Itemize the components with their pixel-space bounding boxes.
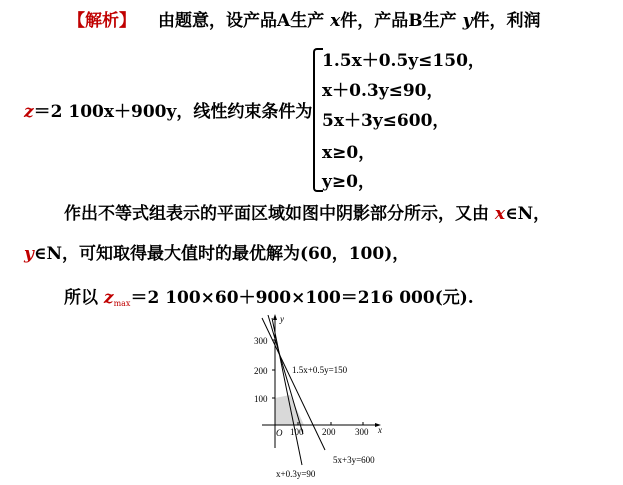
para4-sub-max: max (113, 299, 131, 308)
y-tick-label-100: 100 (254, 394, 268, 404)
para2-text: 作出不等式组表示的平面区域如图中阴影部分所示，又由 (64, 204, 489, 224)
analysis-tag: 【解析】 (68, 11, 136, 31)
origin-label: O (276, 428, 283, 438)
var-z: z (24, 102, 34, 122)
constraint-4: x≥0， (322, 143, 376, 163)
constraint-2: x＋0.3y≤90， (322, 81, 444, 101)
constraint-5: y≥0， (322, 172, 375, 192)
para3-var-y: y (24, 244, 34, 264)
para4-result: ＝2 100×60＋900×100＝216 000(元). (130, 288, 474, 308)
para3-text: ∈N，可知取得最大值时的最优解为(60，100)， (33, 244, 410, 264)
shaded-region (275, 395, 304, 425)
para4-prefix: 所以 (64, 288, 98, 308)
text-p2: 件，产品B生产 (340, 11, 457, 31)
text-p3: 件，利润 (472, 11, 541, 31)
x-tick-label-200: 200 (322, 427, 336, 437)
constraint-1: 1.5x＋0.5y≤150， (322, 51, 485, 71)
objective-text: ＝2 100x＋900y，线性约束条件为 (33, 102, 313, 122)
x-tick-label-100: 100 (290, 427, 304, 437)
constraint-3: 5x＋3y≤600， (322, 111, 450, 131)
para4-var-z: z (103, 288, 114, 308)
var-x: x (330, 11, 341, 31)
x-axis-label: x (378, 425, 382, 435)
para2-in-n: ∈N， (505, 204, 551, 224)
y-tick-label-300: 300 (254, 336, 268, 346)
y-tick-label-200: 200 (254, 366, 268, 376)
y-axis-label: y (280, 314, 284, 324)
x-tick-label-300: 300 (355, 427, 369, 437)
label-5x+3y=600: 5x+3y=600 (333, 455, 375, 465)
label-1.5x+0.5y=150: 1.5x+0.5y=150 (292, 365, 348, 375)
y-axis-arrow (273, 314, 277, 320)
label-x+0.3y=90: x+0.3y=90 (276, 469, 316, 479)
para2-var-x: x (494, 204, 506, 224)
text-p1: 由题意，设产品A生产 (158, 11, 325, 31)
var-y: y (462, 11, 473, 31)
